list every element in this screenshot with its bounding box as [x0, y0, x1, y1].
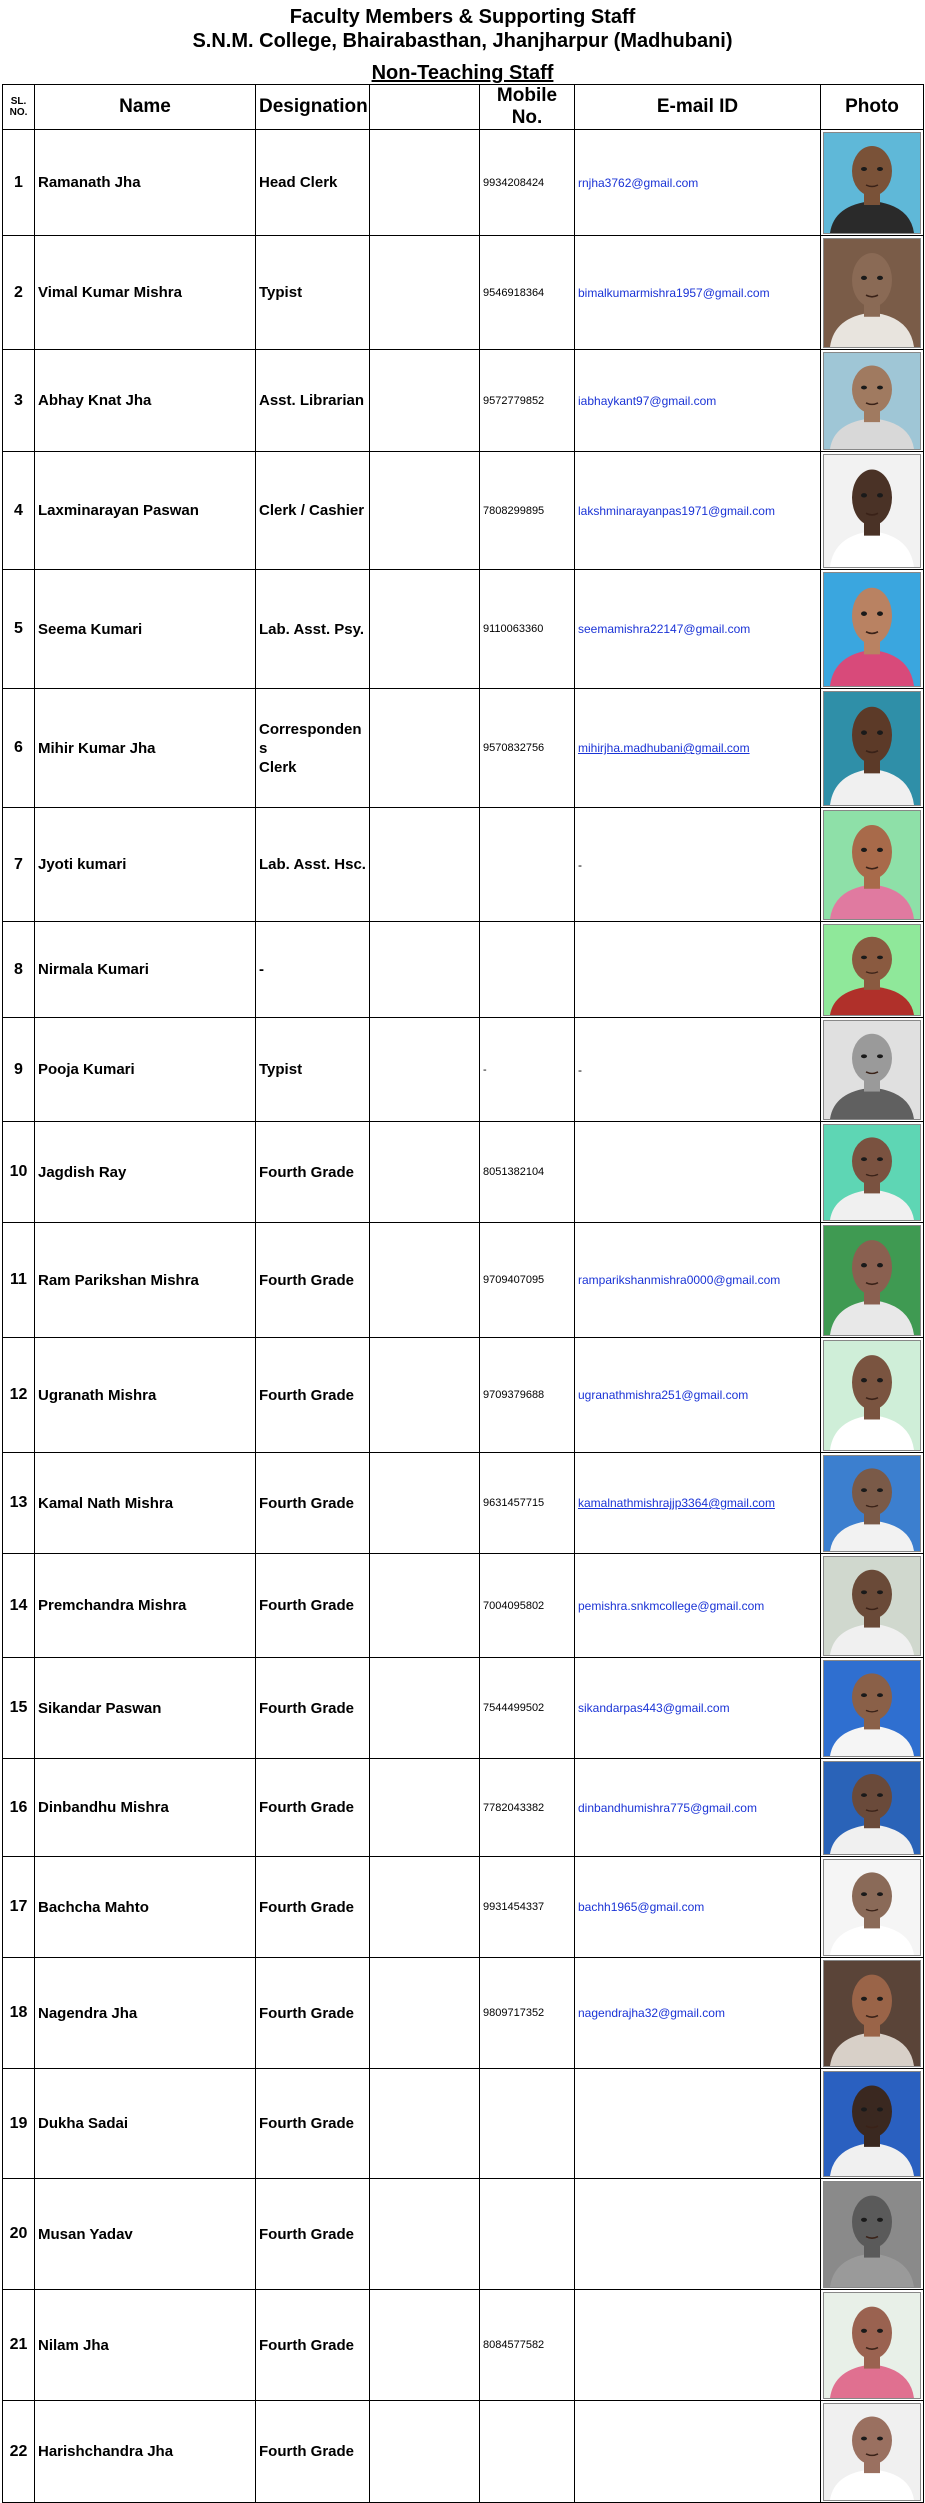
blank-cell — [370, 2290, 480, 2401]
staff-email[interactable]: kamalnathmishrajjp3364@gmail.com — [575, 1453, 821, 1554]
serial-number: 4 — [3, 452, 35, 570]
table-row — [3, 350, 924, 452]
staff-email[interactable]: rnjha3762@gmail.com — [575, 130, 821, 236]
table-row — [3, 2401, 924, 2503]
serial-number: 6 — [3, 689, 35, 808]
table-row — [3, 1122, 924, 1223]
portrait-graphic — [824, 1456, 920, 1551]
blank-cell — [370, 1122, 480, 1223]
serial-number: 19 — [3, 2069, 35, 2179]
staff-email[interactable]: ugranathmishra251@gmail.com — [575, 1338, 821, 1453]
staff-name: Laxminarayan Paswan — [35, 452, 256, 570]
staff-designation: Clerk / Cashier — [256, 452, 370, 570]
table-row — [3, 808, 924, 922]
table-row — [3, 1759, 924, 1857]
portrait-graphic — [824, 2072, 920, 2176]
serial-number: 3 — [3, 350, 35, 452]
staff-mobile: 9546918364 — [480, 236, 575, 350]
column-header-blank — [370, 85, 480, 130]
serial-number: 18 — [3, 1958, 35, 2069]
blank-cell — [370, 1223, 480, 1338]
staff-mobile: 9631457715 — [480, 1453, 575, 1554]
staff-mobile: 9110063360 — [480, 570, 575, 689]
column-header-mobile: Mobile No. — [480, 85, 575, 130]
staff-email: - — [575, 1018, 821, 1122]
portrait-graphic — [824, 811, 920, 919]
serial-number: 21 — [3, 2290, 35, 2401]
staff-name: Vimal Kumar Mishra — [35, 236, 256, 350]
staff-photo — [821, 1453, 924, 1554]
staff-photo — [821, 1223, 924, 1338]
column-header-sl — [3, 85, 35, 130]
staff-designation: Fourth Grade — [256, 1554, 370, 1658]
staff-mobile: 8051382104 — [480, 1122, 575, 1223]
table-row — [3, 570, 924, 689]
staff-name: Ugranath Mishra — [35, 1338, 256, 1453]
staff-email — [575, 2179, 821, 2290]
staff-designation: Fourth Grade — [256, 2401, 370, 2503]
portrait-graphic — [824, 2182, 920, 2287]
staff-photo — [821, 1759, 924, 1857]
staff-designation: Typist — [256, 1018, 370, 1122]
staff-mobile: 9709379688 — [480, 1338, 575, 1453]
table-row — [3, 2290, 924, 2401]
table-row — [3, 1958, 924, 2069]
staff-mobile: 9934208424 — [480, 130, 575, 236]
staff-name: Ramanath Jha — [35, 130, 256, 236]
staff-email — [575, 2401, 821, 2503]
blank-cell — [370, 2179, 480, 2290]
staff-designation: Fourth Grade — [256, 2069, 370, 2179]
table-row — [3, 2179, 924, 2290]
portrait-image — [823, 1859, 921, 1956]
portrait-graphic — [824, 239, 920, 347]
staff-name: Nagendra Jha — [35, 1958, 256, 2069]
serial-number: 13 — [3, 1453, 35, 1554]
table-row — [3, 1453, 924, 1554]
staff-designation: Fourth Grade — [256, 2179, 370, 2290]
sl-header-line2: NO. — [9, 107, 28, 118]
table-row — [3, 922, 924, 1018]
staff-name: Harishchandra Jha — [35, 2401, 256, 2503]
portrait-graphic — [824, 2404, 920, 2500]
staff-photo — [821, 1554, 924, 1658]
staff-email[interactable]: pemishra.snkmcollege@gmail.com — [575, 1554, 821, 1658]
portrait-image — [823, 2071, 921, 2177]
serial-number: 10 — [3, 1122, 35, 1223]
blank-cell — [370, 2069, 480, 2179]
column-header-photo: Photo — [821, 85, 924, 130]
staff-mobile: 8084577582 — [480, 2290, 575, 2401]
blank-cell — [370, 922, 480, 1018]
staff-email[interactable]: seemamishra22147@gmail.com — [575, 570, 821, 689]
staff-email — [575, 2069, 821, 2179]
staff-name: Mihir Kumar Jha — [35, 689, 256, 808]
blank-cell — [370, 452, 480, 570]
column-header-name: Name — [35, 85, 256, 130]
blank-cell — [370, 808, 480, 922]
staff-mobile: 9572779852 — [480, 350, 575, 452]
blank-cell — [370, 1453, 480, 1554]
staff-photo — [821, 2069, 924, 2179]
portrait-graphic — [824, 1961, 920, 2066]
staff-name: Dinbandhu Mishra — [35, 1759, 256, 1857]
serial-number: 9 — [3, 1018, 35, 1122]
portrait-graphic — [824, 1226, 920, 1335]
staff-photo — [821, 350, 924, 452]
serial-number: 8 — [3, 922, 35, 1018]
portrait-graphic — [824, 1341, 920, 1450]
column-header-email: E-mail ID — [575, 85, 821, 130]
staff-designation: Fourth Grade — [256, 1338, 370, 1453]
sl-header-line1: SL. — [10, 96, 27, 107]
staff-designation: Fourth Grade — [256, 1658, 370, 1759]
portrait-image — [823, 1960, 921, 2067]
portrait-graphic — [824, 1661, 920, 1756]
staff-email[interactable]: bachh1965@gmail.com — [575, 1857, 821, 1958]
serial-number: 7 — [3, 808, 35, 922]
staff-designation: Lab. Asst. Hsc. — [256, 808, 370, 922]
portrait-image — [823, 454, 921, 568]
staff-photo — [821, 570, 924, 689]
serial-number: 12 — [3, 1338, 35, 1453]
staff-email[interactable]: nagendrajha32@gmail.com — [575, 1958, 821, 2069]
staff-table — [2, 84, 924, 2503]
serial-number: 22 — [3, 2401, 35, 2503]
table-row — [3, 1658, 924, 1759]
table-row — [3, 2069, 924, 2179]
table-row — [3, 1554, 924, 1658]
portrait-image — [823, 132, 921, 234]
portrait-image — [823, 1556, 921, 1656]
staff-designation: Typist — [256, 236, 370, 350]
staff-photo — [821, 2290, 924, 2401]
staff-mobile: 7544499502 — [480, 1658, 575, 1759]
staff-photo — [821, 236, 924, 350]
staff-designation: Lab. Asst. Psy. — [256, 570, 370, 689]
portrait-image — [823, 238, 921, 348]
staff-photo — [821, 2401, 924, 2503]
blank-cell — [370, 350, 480, 452]
column-header-designation: Designation — [256, 85, 370, 130]
staff-email[interactable]: mihirjha.madhubani@gmail.com — [575, 689, 821, 808]
table-row — [3, 452, 924, 570]
staff-name: Nirmala Kumari — [35, 922, 256, 1018]
table-row — [3, 130, 924, 236]
portrait-graphic — [824, 2293, 920, 2398]
staff-email — [575, 2290, 821, 2401]
table-row — [3, 236, 924, 350]
blank-cell — [370, 1958, 480, 2069]
staff-designation: - — [256, 922, 370, 1018]
staff-email — [575, 1122, 821, 1223]
portrait-graphic — [824, 1021, 920, 1119]
portrait-image — [823, 691, 921, 806]
staff-email[interactable]: ramparikshanmishra0000@gmail.com — [575, 1223, 821, 1338]
portrait-image — [823, 352, 921, 450]
blank-cell — [370, 2401, 480, 2503]
staff-mobile — [480, 2401, 575, 2503]
staff-name: Premchandra Mishra — [35, 1554, 256, 1658]
staff-designation: Fourth Grade — [256, 1122, 370, 1223]
portrait-graphic — [824, 573, 920, 686]
portrait-image — [823, 1340, 921, 1451]
staff-email[interactable]: lakshminarayanpas1971@gmail.com — [575, 452, 821, 570]
blank-cell — [370, 1338, 480, 1453]
staff-name: Musan Yadav — [35, 2179, 256, 2290]
portrait-image — [823, 1761, 921, 1855]
serial-number: 2 — [3, 236, 35, 350]
portrait-graphic — [824, 1860, 920, 1955]
blank-cell — [370, 570, 480, 689]
college-name: S.N.M. College, Bhairabasthan, Jhanjharpur (Madhubani) — [192, 30, 733, 52]
blank-cell — [370, 130, 480, 236]
staff-name: Jagdish Ray — [35, 1122, 256, 1223]
staff-photo — [821, 1338, 924, 1453]
staff-designation: Corresponden s Clerk — [256, 689, 370, 808]
staff-mobile: 9709407095 — [480, 1223, 575, 1338]
staff-designation: Fourth Grade — [256, 2290, 370, 2401]
table-row — [3, 1223, 924, 1338]
staff-mobile — [480, 2069, 575, 2179]
staff-mobile: 9931454337 — [480, 1857, 575, 1958]
staff-mobile: 9570832756 — [480, 689, 575, 808]
staff-name: Dukha Sadai — [35, 2069, 256, 2179]
portrait-image — [823, 1124, 921, 1221]
staff-mobile — [480, 922, 575, 1018]
portrait-graphic — [824, 133, 920, 233]
staff-name: Bachcha Mahto — [35, 1857, 256, 1958]
staff-designation: Fourth Grade — [256, 1759, 370, 1857]
portrait-graphic — [824, 353, 920, 449]
portrait-image — [823, 810, 921, 920]
portrait-image — [823, 2403, 921, 2501]
staff-email[interactable]: sikandarpas443@gmail.com — [575, 1658, 821, 1759]
staff-photo — [821, 452, 924, 570]
table-row — [3, 1857, 924, 1958]
portrait-graphic — [824, 1762, 920, 1854]
blank-cell — [370, 689, 480, 808]
table-row — [3, 689, 924, 808]
staff-photo — [821, 130, 924, 236]
staff-mobile: - — [480, 1018, 575, 1122]
staff-email[interactable]: bimalkumarmishra1957@gmail.com — [575, 236, 821, 350]
portrait-graphic — [824, 1557, 920, 1655]
staff-photo — [821, 689, 924, 808]
portrait-image — [823, 1225, 921, 1336]
staff-photo — [821, 1958, 924, 2069]
section-title: Non-Teaching Staff — [371, 62, 554, 84]
table-row — [3, 1018, 924, 1122]
serial-number: 20 — [3, 2179, 35, 2290]
portrait-image — [823, 572, 921, 687]
blank-cell — [370, 1018, 480, 1122]
staff-mobile: 9809717352 — [480, 1958, 575, 2069]
portrait-graphic — [824, 1125, 920, 1220]
staff-email[interactable]: dinbandhumishra775@gmail.com — [575, 1759, 821, 1857]
serial-number: 16 — [3, 1759, 35, 1857]
staff-name: Ram Parikshan Mishra — [35, 1223, 256, 1338]
portrait-image — [823, 924, 921, 1016]
staff-email: - — [575, 808, 821, 922]
staff-photo — [821, 1658, 924, 1759]
staff-photo — [821, 808, 924, 922]
blank-cell — [370, 1759, 480, 1857]
staff-name: Seema Kumari — [35, 570, 256, 689]
staff-name: Abhay Knat Jha — [35, 350, 256, 452]
staff-email — [575, 922, 821, 1018]
staff-name: Kamal Nath Mishra — [35, 1453, 256, 1554]
portrait-image — [823, 2181, 921, 2288]
staff-photo — [821, 1018, 924, 1122]
staff-name: Sikandar Paswan — [35, 1658, 256, 1759]
portrait-graphic — [824, 925, 920, 1015]
staff-email[interactable]: iabhaykant97@gmail.com — [575, 350, 821, 452]
staff-designation: Fourth Grade — [256, 1958, 370, 2069]
blank-cell — [370, 1658, 480, 1759]
serial-number: 15 — [3, 1658, 35, 1759]
serial-number: 14 — [3, 1554, 35, 1658]
staff-name: Jyoti kumari — [35, 808, 256, 922]
portrait-image — [823, 1660, 921, 1757]
staff-mobile — [480, 808, 575, 922]
portrait-image — [823, 2292, 921, 2399]
staff-photo — [821, 1857, 924, 1958]
serial-number: 11 — [3, 1223, 35, 1338]
staff-photo — [821, 922, 924, 1018]
serial-number: 1 — [3, 130, 35, 236]
blank-cell — [370, 1554, 480, 1658]
staff-designation: Head Clerk — [256, 130, 370, 236]
serial-number: 5 — [3, 570, 35, 689]
serial-number: 17 — [3, 1857, 35, 1958]
portrait-graphic — [824, 692, 920, 805]
staff-name: Pooja Kumari — [35, 1018, 256, 1122]
portrait-image — [823, 1020, 921, 1120]
portrait-graphic — [824, 455, 920, 567]
staff-mobile — [480, 2179, 575, 2290]
blank-cell — [370, 236, 480, 350]
portrait-image — [823, 1455, 921, 1552]
staff-photo — [821, 2179, 924, 2290]
blank-cell — [370, 1857, 480, 1958]
staff-mobile: 7004095802 — [480, 1554, 575, 1658]
page-title: Faculty Members & Supporting Staff — [289, 6, 636, 28]
staff-designation: Fourth Grade — [256, 1453, 370, 1554]
staff-mobile: 7782043382 — [480, 1759, 575, 1857]
table-row — [3, 1338, 924, 1453]
staff-mobile: 7808299895 — [480, 452, 575, 570]
staff-name: Nilam Jha — [35, 2290, 256, 2401]
table-header-row — [3, 85, 924, 130]
staff-designation: Fourth Grade — [256, 1857, 370, 1958]
staff-photo — [821, 1122, 924, 1223]
staff-designation: Fourth Grade — [256, 1223, 370, 1338]
staff-designation: Asst. Librarian — [256, 350, 370, 452]
